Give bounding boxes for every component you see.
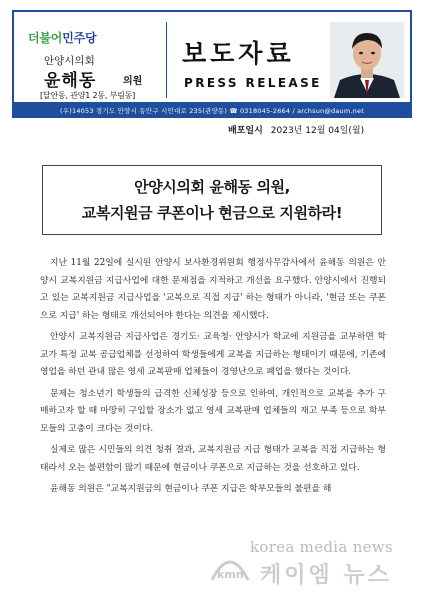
body-paragraph-5: 윤해동 의원은 "교복지원금의 현금이나 쿠폰 지급은 학부모들의 불편을 해	[50, 484, 332, 494]
portrait-image	[330, 22, 404, 98]
body-paragraph-4: 실제로 많은 시민들의 의견 청취 결과, 교복지원금 지급 형태가 교복을 직접 지급하는 형태라서 오는 불편함이 많기 때문에 현금이나 쿠폰으로 지급하는 것을 선호하고 있다.	[40, 445, 386, 473]
member-name: 윤해동	[44, 71, 97, 91]
body-paragraph-1: 지난 11월 22일에 실시된 안양시 보사환경위원회 행정사무감사에서 윤해동 의원은 안양시 교복지원금 지급사업에 대한 문제점을 지적하고 개선을 요구했다. 안양시에서 진행되고 있는 교복지원금 지급사업을 '교복으로 직접 지급' 하는 형태가 아니라, '현금 또는 쿠폰으로 지급' 하는 형태로 개선되어야 한다는 의견을 제시했다.	[40, 258, 386, 321]
party-logo-text: 더불어민주당	[28, 31, 97, 45]
headline-box	[42, 165, 382, 235]
body-paragraph-2: 안양시 교복지원금 지급사업은 경기도· 교육청· 안양시가 학교에 지원금을 교부하면 학교가 특정 교복 공급업체를 선정하여 학생들에게 교복을 지급하는 형태이기 때문에, 기존에 영업을 하던 관내 많은 영세 교복판매 업체들이 경영난으로 폐업을 했다는 것이다.	[40, 332, 386, 377]
release-date-value: 2023년 12월 04일(월)	[270, 126, 365, 136]
headline-line-1: 안양시의회 윤해동 의원,	[134, 178, 290, 196]
kmn-logo-icon	[210, 550, 250, 584]
press-title-korean: 보도자료	[182, 39, 295, 68]
contact-bar: (우)14053 경기도 안양시 동안구 시민대로 235(관양동) ☎ 0318045-2664 / archsun@daum.net	[12, 104, 412, 118]
district-label: [달안동, 관양1 2동, 부림동]	[40, 91, 136, 100]
release-date	[228, 123, 364, 136]
header-frame	[12, 10, 412, 104]
release-date-label: 배포일시	[228, 126, 263, 136]
watermark-english: korea media news	[250, 538, 393, 556]
article-body	[40, 255, 386, 503]
council-name: 안양시의회	[44, 55, 95, 67]
press-release-header	[12, 10, 412, 118]
headline-line-2: 교복지원금 쿠폰이나 현금으로 지원하라!	[81, 204, 343, 222]
watermark	[210, 540, 410, 590]
member-title: 의원	[123, 76, 143, 87]
member-portrait	[330, 22, 404, 98]
header-divider	[166, 22, 167, 98]
press-title-english: PRESS RELEASE	[184, 76, 322, 90]
svg-text:kmn: kmn	[217, 568, 244, 581]
body-paragraph-3: 문제는 청소년기 학생들의 급격한 신체성장 등으로 인하여, 개인적으로 교복을 추가 구매하고자 할 때 마땅히 구입할 장소가 없고 영세 교복판매 업체들의 재고 부족 등으로 학부모들의 고충이 크다는 것이다.	[40, 388, 386, 434]
watermark-korean: 케이엠 뉴스	[260, 563, 392, 588]
